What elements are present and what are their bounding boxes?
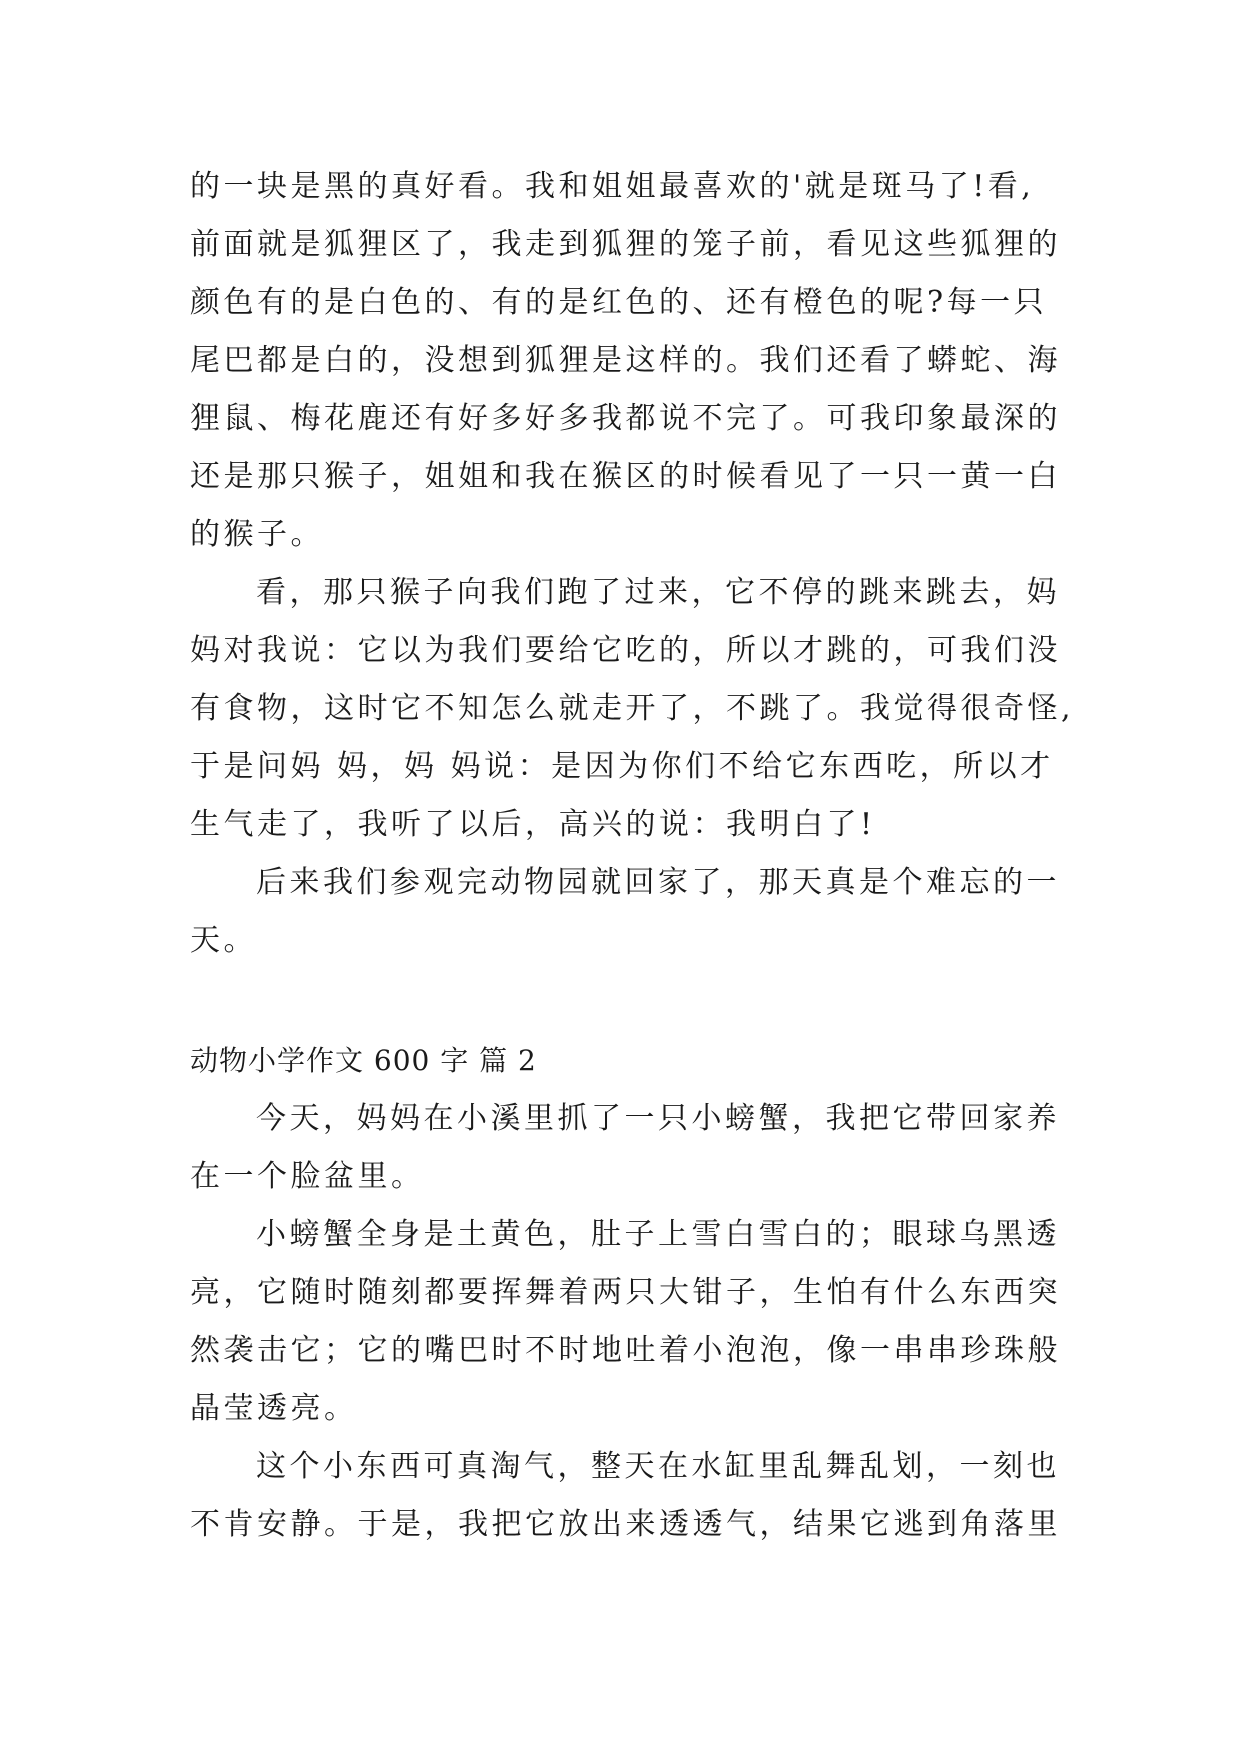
text-line: 前面就是狐狸区了，我走到狐狸的笼子前，看见这些狐狸的: [190, 227, 1061, 262]
essay-section-1: [190, 158, 1075, 970]
paragraph: [190, 1090, 1070, 1206]
paragraph: [190, 1438, 1070, 1554]
text-line: 晶莹透亮。: [190, 1391, 358, 1426]
text-line: 的猴子。: [190, 517, 324, 552]
text-line: 亮，它随时随刻都要挥舞着两只大钳子，生怕有什么东西突: [190, 1275, 1061, 1310]
text-line: 颜色有的是白色的、有的是红色的、还有橙色的呢?每一只: [190, 285, 1048, 320]
text-line: 天。: [190, 923, 257, 958]
essay-section-2: [190, 1032, 1070, 1554]
text-line: 还是那只猴子，姐姐和我在猴区的时候看见了一只一黄一白: [190, 459, 1061, 494]
text-line: 生气走了，我听了以后，高兴的说：我明白了!: [190, 807, 876, 842]
text-line: 尾巴都是白的，没想到狐狸是这样的。我们还看了蟒蛇、海: [190, 343, 1061, 378]
paragraph: [190, 158, 1070, 564]
text-line: 有食物，这时它不知怎么就走开了，不跳了。我觉得很奇怪,: [190, 691, 1075, 726]
paragraph: [190, 1206, 1070, 1438]
text-line: 今天，妈妈在小溪里抓了一只小螃蟹，我把它带回家养: [256, 1101, 1060, 1136]
text-line: 狸鼠、梅花鹿还有好多好多我都说不完了。可我印象最深的: [190, 401, 1061, 436]
text-line: 然袭击它；它的嘴巴时不时地吐着小泡泡，像一串串珍珠般: [190, 1333, 1061, 1368]
paragraph: [190, 854, 1070, 970]
text-line: 看，那只猴子向我们跑了过来，它不停的跳来跳去，妈: [256, 575, 1060, 610]
paragraph: [190, 564, 1075, 854]
text-line: 于是问妈 妈，妈 妈说：是因为你们不给它东西吃，所以才: [190, 749, 1054, 784]
text-line: 后来我们参观完动物园就回家了，那天真是个难忘的一: [256, 865, 1060, 900]
text-line: 这个小东西可真淘气，整天在水缸里乱舞乱划，一刻也: [256, 1449, 1060, 1484]
text-line: 小螃蟹全身是土黄色，肚子上雪白雪白的；眼球乌黑透: [256, 1217, 1060, 1252]
text-line: 在一个脸盆里。: [190, 1159, 425, 1194]
text-line: 妈对我说：它以为我们要给它吃的，所以才跳的，可我们没: [190, 633, 1061, 668]
text-line: 不肯安静。于是，我把它放出来透透气，结果它逃到角落里: [190, 1507, 1061, 1542]
text-line: 的一块是黑的真好看。我和姐姐最喜欢的'就是斑马了!看,: [190, 169, 1035, 204]
section-heading: 动物小学作文 600 字 篇 2: [190, 1044, 537, 1077]
